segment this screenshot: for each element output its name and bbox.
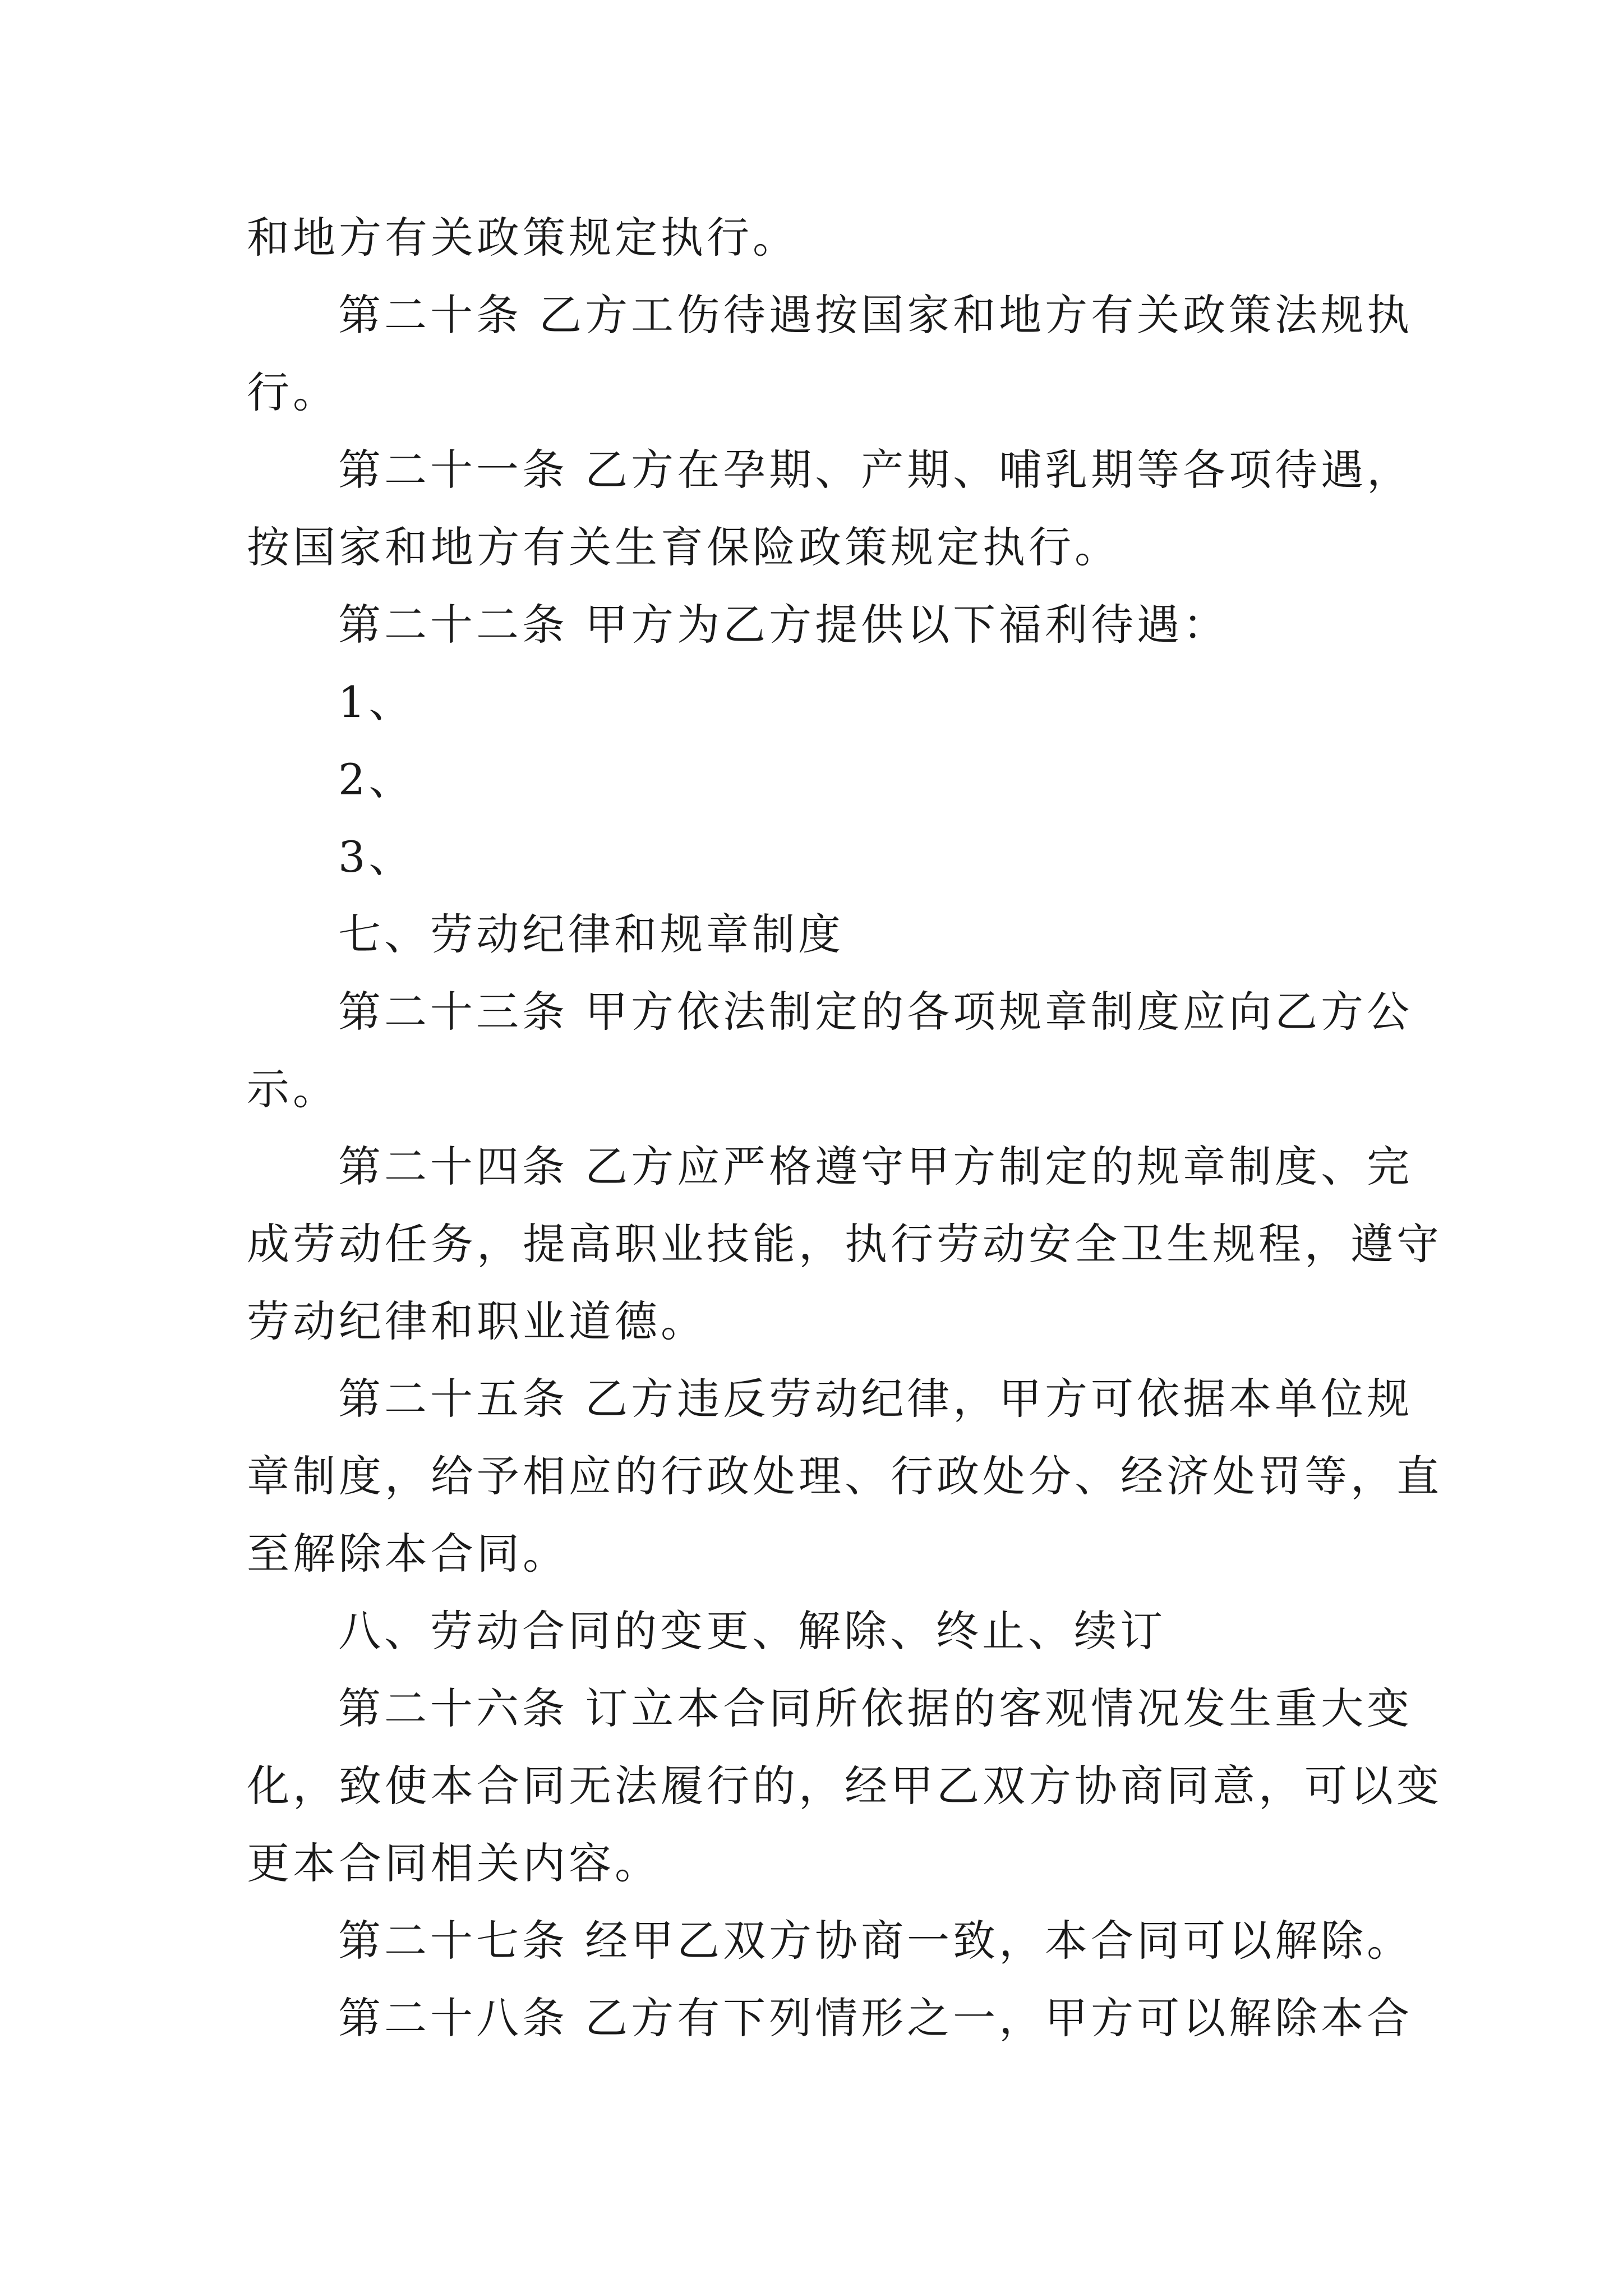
- article-26-line: 第二十六条 订立本合同所依据的客观情况发生重大变: [338, 1683, 1413, 1733]
- text-line: 劳动纪律和职业道德。: [247, 1296, 707, 1346]
- text-line: 至解除本合同。: [247, 1529, 569, 1579]
- article-24-line: 第二十四条 乙方应严格遵守甲方制定的规章制度、完: [338, 1142, 1413, 1191]
- article-22-line: 第二十二条 甲方为乙方提供以下福利待遇：: [338, 600, 1229, 650]
- text-line: 和地方有关政策规定执行。: [247, 213, 799, 263]
- article-25-line: 第二十五条 乙方违反劳动纪律，甲方可依据本单位规: [338, 1374, 1413, 1424]
- article-28-line: 第二十八条 乙方有下列情形之一，甲方可以解除本合: [338, 1993, 1413, 2043]
- list-item: 2、: [338, 754, 415, 804]
- section-heading: 八、劳动合同的变更、解除、终止、续订: [338, 1606, 1166, 1656]
- document-body: [247, 199, 1442, 2057]
- article-27-line: 第二十七条 经甲乙双方协商一致，本合同可以解除。: [338, 1916, 1413, 1966]
- text-line: 章制度，给予相应的行政处理、行政处分、经济处罚等，直: [247, 1451, 1442, 1501]
- text-line: 化，致使本合同无法履行的，经甲乙双方协商同意，可以变: [247, 1761, 1442, 1811]
- article-20-line: 第二十条 乙方工伤待遇按国家和地方有关政策法规执: [338, 290, 1413, 340]
- list-item: 3、: [338, 832, 415, 882]
- section-heading: 七、劳动纪律和规章制度: [338, 909, 844, 959]
- text-line: 成劳动任务，提高职业技能，执行劳动安全卫生规程，遵守: [247, 1219, 1442, 1269]
- text-line: 更本合同相关内容。: [247, 1838, 661, 1888]
- article-21-line: 第二十一条 乙方在孕期、产期、哺乳期等各项待遇，: [338, 445, 1413, 495]
- article-23-line: 第二十三条 甲方依法制定的各项规章制度应向乙方公: [338, 987, 1413, 1037]
- text-line: 示。: [247, 1064, 339, 1114]
- list-item: 1、: [338, 677, 415, 727]
- text-line: 行。: [247, 367, 339, 417]
- text-line: 按国家和地方有关生育保险政策规定执行。: [247, 522, 1121, 572]
